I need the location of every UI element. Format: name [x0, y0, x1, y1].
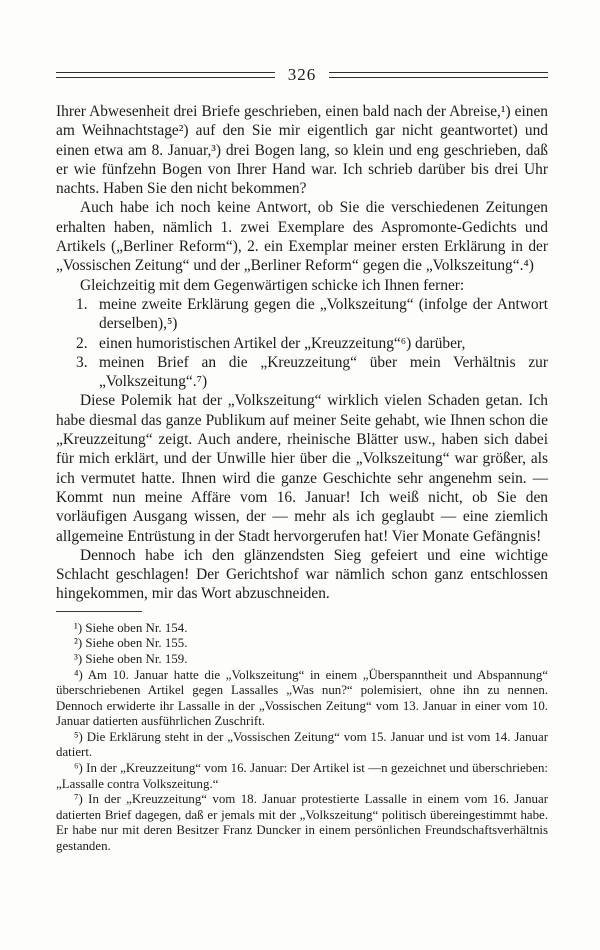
list-item	[76, 353, 548, 392]
body-paragraph-5: Dennoch habe ich den glänzendsten Sieg gefeiert und eine wichtige Schlacht geschlagen! Der Gerichtshof war nämlich schon ganz entschlossen hingekommen, mir das Wort abzuschneiden.	[56, 546, 548, 603]
list-item	[76, 334, 548, 353]
footnote-item: ⁷) In der „Kreuzzeitung“ vom 18. Januar protestierte Lassalle in einem vom 16. Januar datierten Brief dagegen, daß er jemals mit der „Volkszeitung“ politisch übereingestimmt habe. Er habe nur mit deren Besitzer Franz Duncker in einem persönlichen Freundschaftsverhältnis gestanden.	[56, 792, 548, 854]
list-item-marker: 1.	[76, 295, 88, 313]
list-item-marker: 2.	[76, 334, 88, 352]
body-paragraph-3: Gleichzeitig mit dem Gegenwärtigen schicke ich Ihnen ferner:	[80, 276, 465, 294]
page-header	[56, 66, 548, 83]
enclosure-list	[56, 295, 548, 391]
footnote-item: ²) Siehe oben Nr. 155.	[74, 636, 188, 651]
footnote-separator	[56, 611, 142, 612]
footnotes-section	[56, 621, 548, 855]
list-item-text: meinen Brief an die „Kreuzzeitung“ über mein Verhältnis zur „Volkszeitung“.⁷)	[99, 353, 548, 391]
body-paragraph-4: Diese Polemik hat der „Volkszeitung“ wirklich vielen Schaden getan. Ich habe diesmal das ganze Publikum auf meiner Seite gehabt, wie Ihnen schon die „Kreuzzeitung“ zeigt. Auch andere, rheinische Blätter usw., haben sich dabei für mich erklärt, und der Unwille hier über die „Volkszeitung“ war größer, als ich vermutet hatte. Ihnen wird die ganze Geschichte sehr angenehm sein. — Kommt nun meine Affäre vom 16. Januar! Ich weiß nicht, ob Sie den vorläufigen Ausgang wissen, der — mehr als ich geglaubt — eine ziemlich allgemeine Entrüstung in der Stadt hervorgerufen hat! Vier Monate Gefängnis!	[56, 392, 548, 545]
header-rule-left	[56, 72, 275, 78]
footnote-item: ⁶) In der „Kreuzzeitung“ vom 16. Januar: Der Artikel ist —n gezeichnet und überschrieben: „Lassalle contra Volkszeitung.“	[56, 761, 548, 791]
footnote-item: ⁴) Am 10. Januar hatte die „Volkszeitung“ in einem „Überspanntheit und Abspannung“ überschriebenen Artikel gegen Lassalles „Was nun?“ polemisiert, ohne ihn zu nennen. Dennoch erwiderte ihr Lassalle in der „Vossischen Zeitung“ vom 13. Januar in einer vom 10. Januar datierten ausführlichen Zuschrift.	[56, 667, 548, 729]
header-rule-right	[329, 72, 548, 78]
list-item-text: meine zweite Erklärung gegen die „Volkszeitung“ (infolge der Antwort derselben),⁵)	[99, 295, 548, 333]
footnote-item: ⁵) Die Erklärung steht in der „Vossischen Zeitung“ vom 15. Januar und ist vom 14. Januar datiert.	[56, 729, 548, 760]
footnote-item: ³) Siehe oben Nr. 159.	[74, 651, 188, 666]
letter-body	[56, 102, 548, 604]
list-item	[76, 295, 548, 334]
body-paragraph-1: Ihrer Abwesenheit drei Briefe geschrieben, einen bald nach der Abreise,¹) einen am Weihnachtstage²) auf den Sie mir eigentlich gar nicht geantwortet) und einen etwa am 8. Januar,³) drei Bogen lang, so klein und eng geschrieben, daß er wie fünfzehn Bogen von Ihrer Hand war. Ich schrieb darüber bis drei Uhr nachts. Haben Sie den nicht bekommen?	[56, 103, 548, 198]
footnote-item: ¹) Siehe oben Nr. 154.	[74, 620, 188, 635]
body-paragraph-2: Auch habe ich noch keine Antwort, ob Sie die verschiedenen Zeitungen erhalten haben, nämlich 1. zwei Exemplare des Aspromonte-Gedichts und Artikels („Berliner Reform“), 2. ein Exemplar meiner ersten Erklärung in der „Vossischen Zeitung“ und der „Berliner Reform“ gegen die „Volkszeitung“.⁴)	[56, 199, 548, 275]
page-number: 326	[287, 65, 317, 84]
list-item-text: einen humoristischen Artikel der „Kreuzzeitung“⁶) darüber,	[99, 334, 466, 352]
list-item-marker: 3.	[76, 353, 88, 371]
